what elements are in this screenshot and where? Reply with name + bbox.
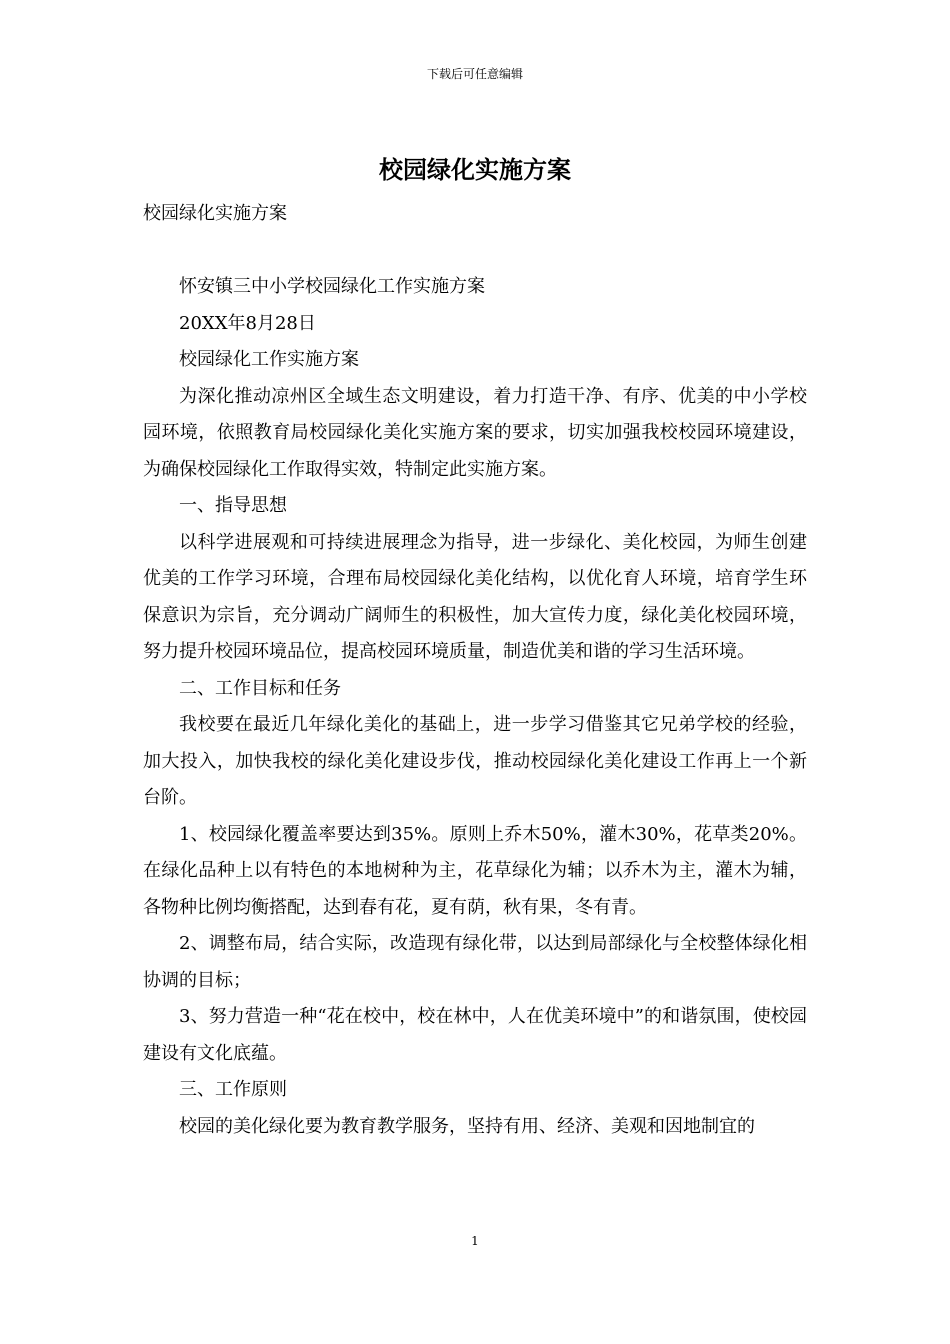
guiding-thought-paragraph: 以科学进展观和可持续进展理念为指导，进一步绿化、美化校园，为师生创建优美的工作学习环境，合理布局校园绿化美化结构，以优化育人环境，培育学生环保意识为宗旨，充分调动广阔师生的积极性，加大宣传力度，绿化美化校园环境，努力提升校园环境品位，提高校园环境质量，制造优美和谐的学习生活环境。: [143, 531, 807, 662]
date-line: 20XX年8月28日: [179, 312, 316, 334]
school-plan-heading: 怀安镇三中小学校园绿化工作实施方案: [179, 276, 485, 297]
document-body: [143, 196, 807, 1145]
intro-paragraph: 为深化推动凉州区全域生态文明建设，着力打造干净、有序、优美的中小学校园环境，依照教育局校园绿化美化实施方案的要求，切实加强我校校园环境建设，为确保校园绿化工作取得实效，特制定此实施方案。: [143, 385, 807, 480]
subtitle-paragraph: 校园绿化实施方案: [143, 203, 287, 224]
goal-item-1: 1、校园绿化覆盖率要达到35%。原则上乔木50%，灌木30%，花草类20%。在绿化品种上以有特色的本地树种为主，花草绿化为辅；以乔木为主，灌木为辅，各物种比例均衡搭配，达到春有花，夏有荫，秋有果，冬有青。: [143, 823, 807, 918]
goal-item-3: 3、努力营造一种“花在校中，校在林中，人在优美环境中”的和谐氛围，使校园建设有文化底蕴。: [143, 1006, 807, 1064]
section-heading-1: 一、指导思想: [179, 495, 287, 516]
goal-item-2: 2、调整布局，结合实际，改造现有绿化带，以达到局部绿化与全校整体绿化相协调的目标；: [143, 933, 807, 991]
section-heading-3: 三、工作原则: [179, 1079, 287, 1100]
document-title: 校园绿化实施方案: [379, 155, 571, 184]
plan-heading: 校园绿化工作实施方案: [179, 349, 359, 370]
blank-line: [143, 233, 807, 270]
section-heading-2: 二、工作目标和任务: [179, 677, 341, 699]
principles-paragraph: 校园的美化绿化要为教育教学服务，坚持有用、经济、美观和因地制宜的: [179, 1115, 755, 1137]
page-number: 1: [471, 1234, 479, 1248]
goals-paragraph: 我校要在最近几年绿化美化的基础上，进一步学习借鉴其它兄弟学校的经验，加大投入，加快我校的绿化美化建设步伐，推动校园绿化美化建设工作再上一个新台阶。: [143, 714, 807, 808]
page-header-note: 下载后可任意编辑: [426, 67, 523, 81]
